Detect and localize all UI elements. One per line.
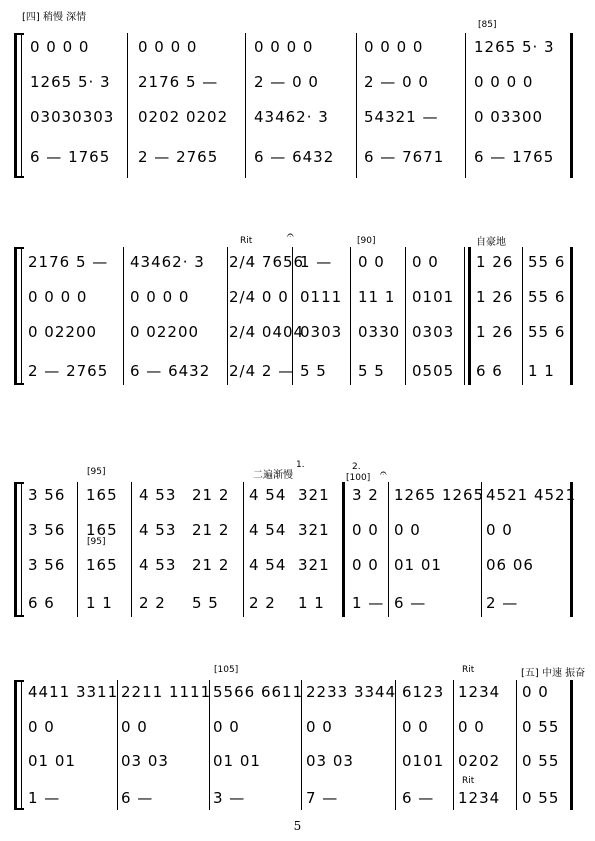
measure: 0 0 0 0	[28, 288, 88, 306]
measure: 1 —	[352, 594, 385, 612]
measure: 0 55	[522, 718, 560, 736]
measure: 4 54	[249, 521, 287, 539]
measure: 165	[86, 486, 118, 504]
rehearsal-mark: [85]	[478, 20, 497, 30]
measure: 321	[298, 556, 330, 574]
system-line	[21, 33, 22, 178]
barline	[464, 247, 465, 385]
measure: 1 —	[28, 789, 61, 807]
barline	[516, 680, 517, 810]
measure: 0 03300	[474, 108, 544, 126]
tempo-marking: 自豪地	[476, 237, 506, 248]
system-bracket	[14, 33, 17, 178]
measure: 4 54	[249, 486, 287, 504]
measure: 5 5	[192, 594, 219, 612]
fermata-icon: 𝄐	[287, 228, 294, 242]
measure: 55 6	[528, 323, 566, 341]
measure: 0 0 0 0	[30, 38, 90, 56]
measure: 165	[86, 556, 118, 574]
system-bracket	[14, 482, 17, 617]
measure: 3 —	[213, 789, 246, 807]
measure: 03 03	[306, 752, 354, 770]
barline	[245, 33, 246, 178]
measure: 7 —	[306, 789, 339, 807]
measure: 2 — 0 0	[254, 73, 319, 91]
barline	[570, 33, 573, 178]
measure: 1 1	[528, 362, 555, 380]
ending-bracket-2: 2.	[352, 462, 361, 472]
measure: 2 —	[486, 594, 519, 612]
measure: 1234	[458, 683, 501, 701]
measure: 321	[298, 521, 330, 539]
measure: 2 — 2765	[28, 362, 109, 380]
measure: 6 6	[28, 594, 55, 612]
measure: 0 0	[522, 683, 549, 701]
tempo-marking: 二遍渐慢	[253, 470, 293, 481]
measure: 6 —	[402, 789, 435, 807]
rehearsal-mark: [105]	[214, 665, 239, 675]
measure: 0 0	[458, 718, 485, 736]
measure: 6 —	[394, 594, 427, 612]
measure: 0 0	[28, 718, 55, 736]
measure: 1265 1265	[394, 486, 485, 504]
measure: 2/4 0 0	[229, 288, 289, 306]
barline	[127, 33, 128, 178]
measure: 01 01	[213, 752, 261, 770]
rit-marking: Rit	[462, 776, 475, 786]
barline	[465, 33, 466, 178]
ending-bracket-1: 1.	[296, 460, 305, 470]
measure: 0 0 0 0	[138, 38, 198, 56]
measure: 0505	[412, 362, 455, 380]
measure: 11 1	[358, 288, 396, 306]
measure: 321	[298, 486, 330, 504]
measure: 0 0 0 0	[254, 38, 314, 56]
measure: 6 6	[476, 362, 503, 380]
measure: 0 0	[352, 521, 379, 539]
measure: 1 —	[300, 253, 333, 271]
measure: 0 55	[522, 752, 560, 770]
barline	[243, 482, 244, 617]
barline	[570, 247, 573, 385]
measure: 4 53	[139, 486, 177, 504]
measure: 0 0	[306, 718, 333, 736]
measure: 0101	[412, 288, 455, 306]
measure: 2 2	[139, 594, 166, 612]
barline	[453, 680, 454, 810]
measure: 3 2	[352, 486, 379, 504]
measure: 0 0	[412, 253, 439, 271]
measure: 0330	[358, 323, 401, 341]
measure: 1 1	[298, 594, 325, 612]
measure: 4 53	[139, 521, 177, 539]
measure: 6 — 7671	[364, 148, 445, 166]
measure: 5 5	[358, 362, 385, 380]
measure: 0 0	[213, 718, 240, 736]
measure: 2211 1111	[121, 683, 212, 701]
measure: 01 01	[28, 752, 76, 770]
barline	[227, 247, 228, 385]
rit-marking: Rit	[240, 236, 253, 246]
measure: 0 0	[121, 718, 148, 736]
measure: 2176 5 —	[28, 253, 109, 271]
measure: 43462· 3	[130, 253, 205, 271]
measure: 1 1	[86, 594, 113, 612]
barline	[350, 247, 351, 385]
measure: 0111	[300, 288, 343, 306]
measure: 4521 4521	[486, 486, 577, 504]
measure: 21 2	[192, 486, 230, 504]
measure: 01 01	[394, 556, 442, 574]
measure: 1 26	[476, 323, 514, 341]
barline	[77, 482, 78, 617]
measure: 0 0 0 0	[364, 38, 424, 56]
measure: 2 — 2765	[138, 148, 219, 166]
rit-marking: Rit	[462, 665, 475, 675]
measure: 0 0 0 0	[130, 288, 190, 306]
barline	[356, 33, 357, 178]
measure: 55 6	[528, 253, 566, 271]
measure: 43462· 3	[254, 108, 329, 126]
measure: 06 06	[486, 556, 534, 574]
measure: 4 53	[139, 556, 177, 574]
measure: 165	[86, 521, 118, 539]
measure: 03030303	[30, 108, 115, 126]
system-bracket	[14, 680, 17, 810]
measure: 1 26	[476, 288, 514, 306]
system-bracket	[14, 247, 17, 385]
barline	[123, 247, 124, 385]
barline	[388, 482, 389, 617]
barline	[131, 482, 132, 617]
barline	[405, 247, 406, 385]
measure: 0202 0202	[138, 108, 229, 126]
measure: 55 6	[528, 288, 566, 306]
measure: 3 56	[28, 486, 66, 504]
measure: 6 — 1765	[474, 148, 555, 166]
page-number: 5	[293, 819, 302, 833]
measure: 21 2	[192, 556, 230, 574]
measure: 6 —	[121, 789, 154, 807]
measure: 4411 3311	[28, 683, 119, 701]
measure: 2176 5 —	[138, 73, 219, 91]
measure: 1234	[458, 789, 501, 807]
section-title: [四] 稍慢 深情	[22, 12, 87, 23]
measure: 54321 —	[364, 108, 439, 126]
measure: 2/4 7656	[229, 253, 305, 271]
measure: 21 2	[192, 521, 230, 539]
measure: 2233 3344	[306, 683, 397, 701]
measure: 0 55	[522, 789, 560, 807]
measure: 2 2	[249, 594, 276, 612]
measure: 0 0	[352, 556, 379, 574]
measure: 0 0	[394, 521, 421, 539]
barline	[522, 247, 523, 385]
measure: 6123	[402, 683, 445, 701]
system-line	[21, 680, 22, 810]
measure: 0303	[300, 323, 343, 341]
fermata-icon: 𝄐	[380, 466, 387, 480]
rehearsal-mark: [95]	[87, 467, 106, 477]
measure: 0 0	[486, 521, 513, 539]
measure: 2 — 0 0	[364, 73, 429, 91]
measure: 0 02200	[130, 323, 200, 341]
measure: 1 26	[476, 253, 514, 271]
measure: 1265 5· 3	[30, 73, 111, 91]
rehearsal-mark: [95]	[87, 537, 106, 547]
measure: 0101	[402, 752, 445, 770]
measure: 3 56	[28, 556, 66, 574]
measure: 2/4 0404	[229, 323, 305, 341]
measure: 6 — 1765	[30, 148, 111, 166]
measure: 0303	[412, 323, 455, 341]
measure: 0 0	[402, 718, 429, 736]
measure: 5566 6611	[213, 683, 304, 701]
measure: 4 54	[249, 556, 287, 574]
system-line	[21, 247, 22, 385]
measure: 3 56	[28, 521, 66, 539]
section-title: [五] 中速 振奋	[521, 668, 586, 679]
rehearsal-mark: [90]	[357, 236, 376, 246]
measure: 0 0 0 0	[474, 73, 534, 91]
measure: 0202	[458, 752, 501, 770]
repeat-barline	[468, 247, 471, 385]
measure: 0 02200	[28, 323, 98, 341]
measure: 2/4 2 —	[229, 362, 295, 380]
barline	[570, 680, 573, 810]
measure: 6 — 6432	[254, 148, 335, 166]
repeat-barline	[342, 482, 345, 617]
measure: 03 03	[121, 752, 169, 770]
measure: 6 — 6432	[130, 362, 211, 380]
measure: 5 5	[300, 362, 327, 380]
system-line	[21, 482, 22, 617]
rehearsal-mark: [100]	[346, 473, 371, 483]
measure: 0 0	[358, 253, 385, 271]
measure: 1265 5· 3	[474, 38, 555, 56]
